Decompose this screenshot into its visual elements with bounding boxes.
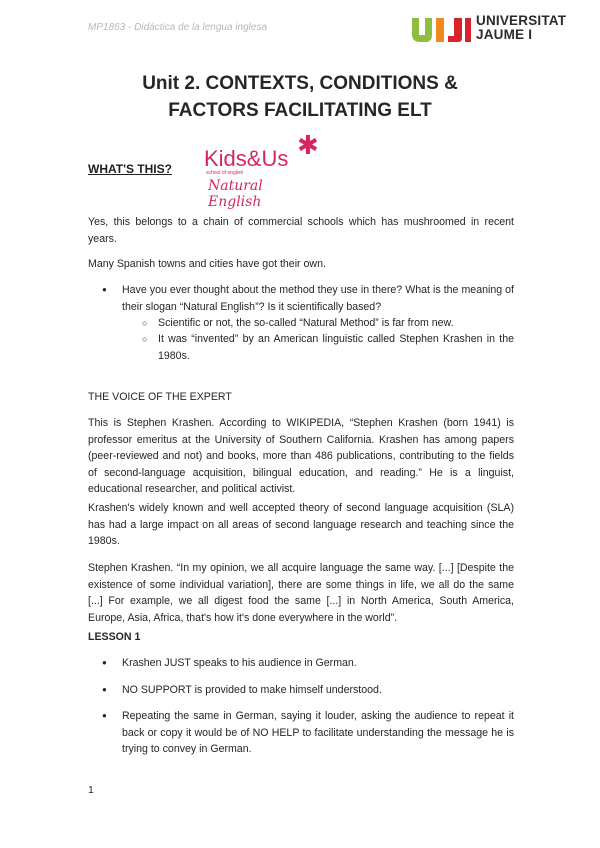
intro-sub-bullet-2 (142, 331, 514, 364)
lesson-bullet-text: ● Repeating the same in German, saying it louder, asking the audience to repeat it back or copy it would be of NO HELP to facilitate understanding the message he is trying to convey in German. (122, 710, 514, 755)
kids-logo-subtitle: school of english (206, 170, 244, 176)
lesson-bullet-3 (104, 708, 514, 758)
lesson-heading: LESSON 1 (88, 631, 141, 643)
intro-bullet (104, 282, 514, 315)
university-name-line2: JAUME I (476, 27, 533, 42)
intro-sub-bullet-text: ○ It was “invented” by an American linguistic called Stephen Krashen in the 1980s. (158, 333, 514, 362)
page-title-line1: Unit 2. CONTEXTS, CONDITIONS & (142, 73, 458, 94)
page-title-line2: FACTORS FACILITATING ELT (168, 100, 432, 121)
page-number: 1 (88, 784, 94, 796)
lesson-bullet-2 (104, 682, 514, 699)
lesson-bullet-1 (104, 655, 514, 672)
intro-bullet-text: ● Have you ever thought about the method they use in there? What is the meaning of their slogan “Natural English”? Is it scientifically based? (122, 284, 514, 313)
intro-paragraph-1: Yes, this belongs to a chain of commercial schools which has mushroomed in recent years. (88, 216, 514, 245)
university-name (476, 14, 566, 42)
university-name-line1: UNIVERSITAT (476, 13, 567, 28)
expert-paragraph-1: This is Stephen Krashen. According to WIKIPEDIA, “Stephen Krashen (born 1941) is professor emeritus at the University of Southern California. Krashen has among papers (peer-reviewed and not) and books, more than 486 publications, contributing to the fields of second-language acquisition, bilingual education, and reading.” He is a linguist, educational researcher, and political activist. (88, 417, 514, 495)
intro-paragraph-2: Many Spanish towns and cities have got their own. (88, 258, 326, 270)
lesson-bullet-text: ● Krashen JUST speaks to his audience in German. (122, 657, 357, 669)
uji-logo-icon (410, 14, 472, 44)
kids-and-us-logo (200, 130, 320, 210)
whats-this-heading: WHAT'S THIS? (88, 162, 172, 176)
expert-heading: THE VOICE OF THE EXPERT (88, 391, 232, 403)
kids-logo-slogan: Natural English (208, 178, 263, 210)
university-logo (410, 14, 580, 44)
expert-paragraph-3: Stephen Krashen. “In my opinion, we all acquire language the same way. [...] [Despite the existence of some individual variation], there are some things in life, we all do the same [...] For example, we all digest food the same [...] in North America, South America, Europe, Asia, Africa, that's how it's done everywhere in the world”. (88, 562, 514, 624)
asterisk-icon: ✱ (297, 130, 319, 160)
intro-sub-bullet-1 (142, 315, 514, 332)
lesson-bullet-text: ● NO SUPPORT is provided to make himself understood. (122, 684, 382, 696)
course-header: MP1863 - Didáctica de la lengua inglesa (88, 22, 267, 33)
expert-paragraph-2: Krashen's widely known and well accepted theory of second language acquisition (SLA) has had a large impact on all areas of second language research and teaching since the 1980s. (88, 502, 514, 547)
kids-logo-name: Kids&Us (204, 146, 289, 171)
intro-sub-bullet-text: ○ Scientific or not, the so-called “Natural Method” is far from new. (158, 317, 454, 329)
